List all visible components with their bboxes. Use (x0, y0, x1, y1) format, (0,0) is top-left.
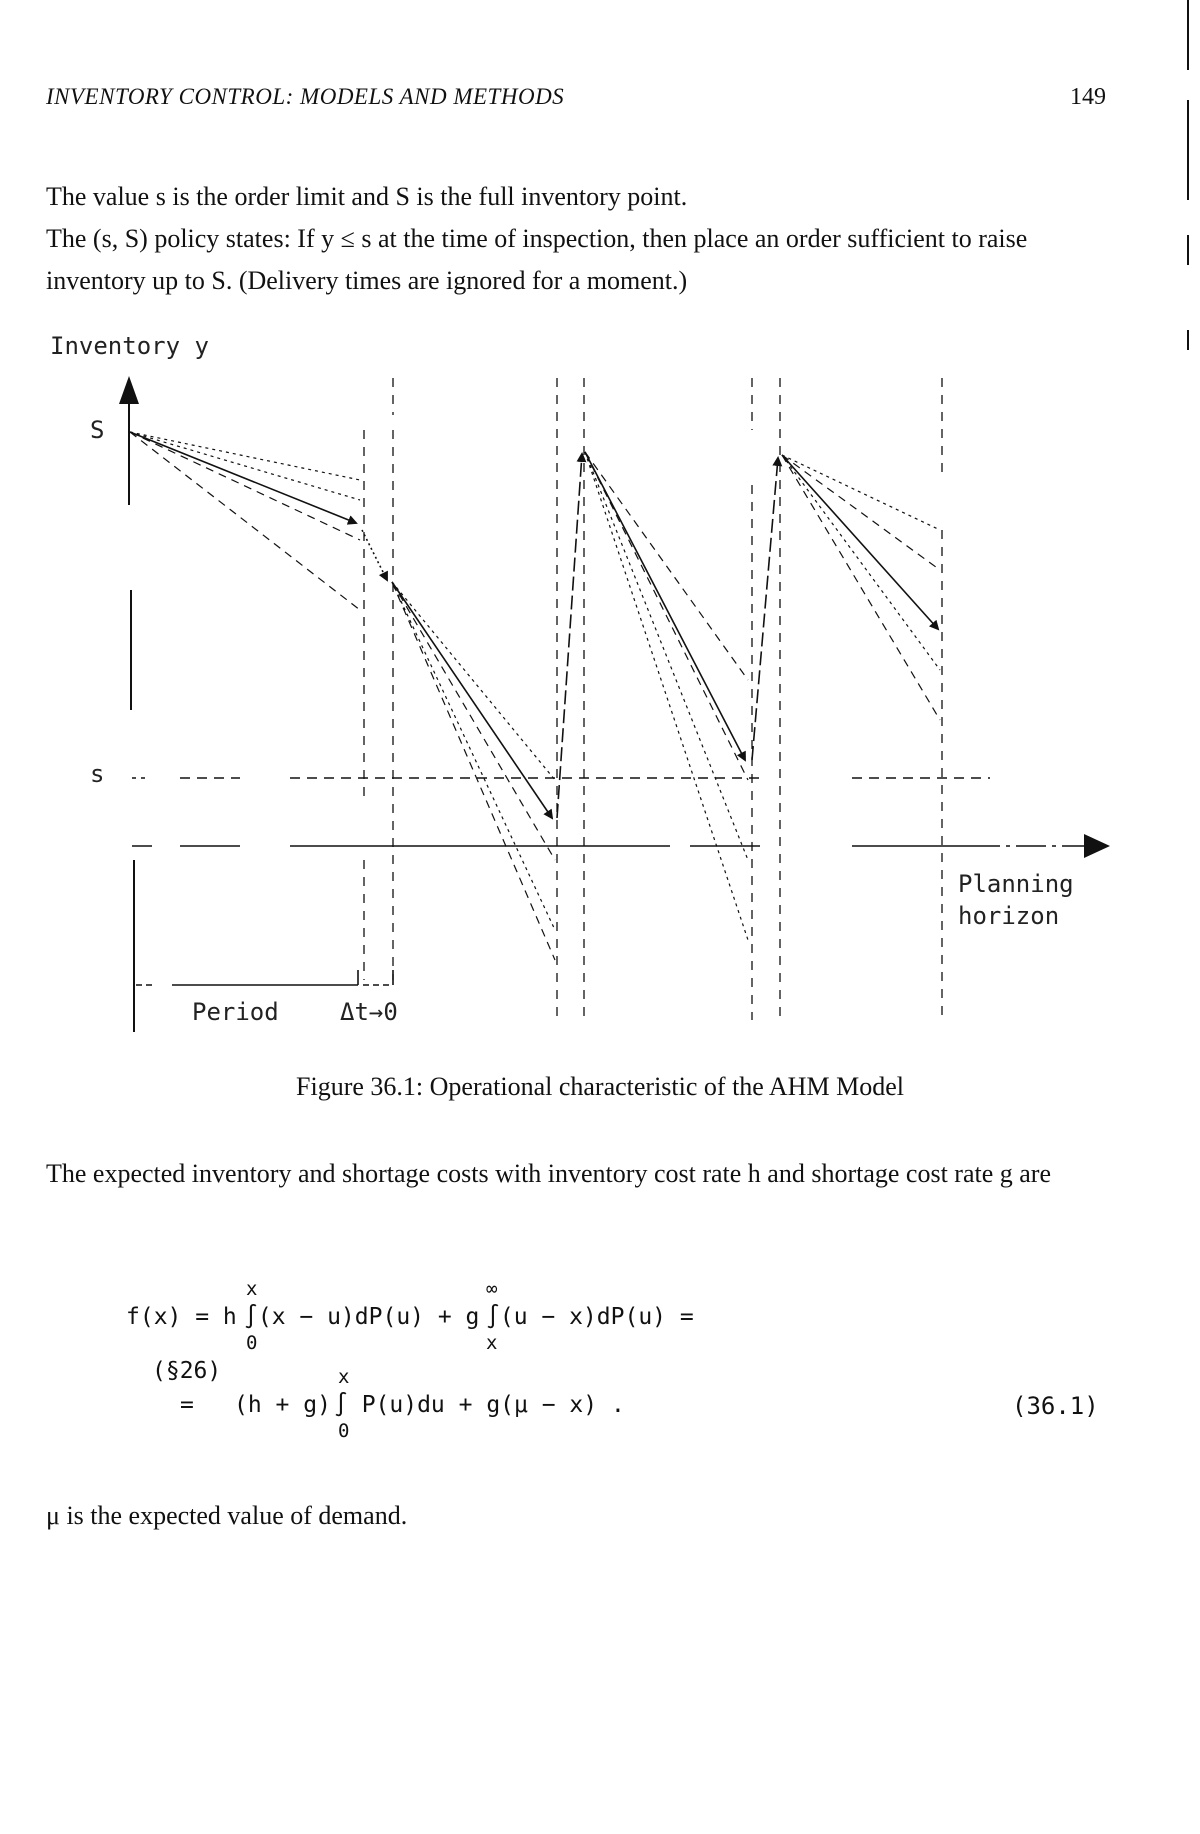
margin-rule (1187, 100, 1189, 200)
integral-upper-limit: ∞ (486, 1278, 498, 1300)
inspection-lines (364, 378, 942, 1020)
paragraph-order-limit: The value s is the order limit and S is the full inventory point. (46, 182, 688, 211)
y-axis (119, 376, 139, 1032)
integral-term-2: ∫(u − x)dP(u) = (486, 1304, 694, 1330)
horizon-label: horizon (958, 902, 1060, 930)
inventory-path (130, 432, 938, 818)
margin-rule (1187, 235, 1189, 265)
equals-sign: = (180, 1392, 194, 1418)
section-reference: (§26) (152, 1358, 222, 1384)
order-limit-label: s (90, 760, 105, 788)
figure-caption: Figure 36.1: Operational characteristic of the AHM Model (296, 1072, 904, 1101)
full-inventory-label: S (90, 416, 105, 444)
integral-lower-limit: 0 (246, 1332, 258, 1354)
period-label: Period (192, 998, 279, 1026)
page-number: 149 (1070, 84, 1106, 110)
equation-number: (36.1) (1012, 1392, 1099, 1420)
margin-rule (1187, 0, 1189, 70)
paragraph-mu-definition: μ is the expected value of demand. (46, 1501, 408, 1530)
y-axis-label: Inventory y (50, 332, 209, 360)
integral-upper-limit: x (246, 1278, 258, 1300)
equation-lhs: f(x) = h (126, 1304, 237, 1330)
equation-36-1 (0, 1270, 1200, 1470)
x-axis (132, 834, 1110, 858)
period-bracket (136, 970, 393, 985)
integral-lower-limit: x (486, 1332, 498, 1354)
integral-lower-limit: 0 (338, 1420, 350, 1442)
page-header (46, 84, 1106, 118)
inventory-diagram (40, 340, 1120, 1040)
planning-label: Planning (958, 870, 1074, 898)
factor-h-plus-g: (h + g) (234, 1392, 331, 1418)
margin-rule (1187, 330, 1189, 350)
figure-operational-characteristic (40, 332, 1120, 1040)
integral-term-3: ∫ P(u)du + g(μ − x) . (334, 1392, 625, 1418)
integral-upper-limit: x (338, 1366, 350, 1388)
demand-fan-lines (130, 432, 940, 960)
running-title: INVENTORY CONTROL: MODELS AND METHODS (46, 84, 565, 109)
integral-term-1: ∫(x − u)dP(u) + g (244, 1304, 480, 1330)
paragraph-policy: The (s, S) policy states: If y ≤ s at the time of inspection, then place an order sufficient to raise inventory up to S. (Delivery times are ignored for a moment.) (46, 224, 1028, 295)
paragraph-expected-costs: The expected inventory and shortage costs with inventory cost rate h and shortage cost rate g are (46, 1159, 1051, 1188)
delta-label: Δt→0 (340, 998, 398, 1026)
